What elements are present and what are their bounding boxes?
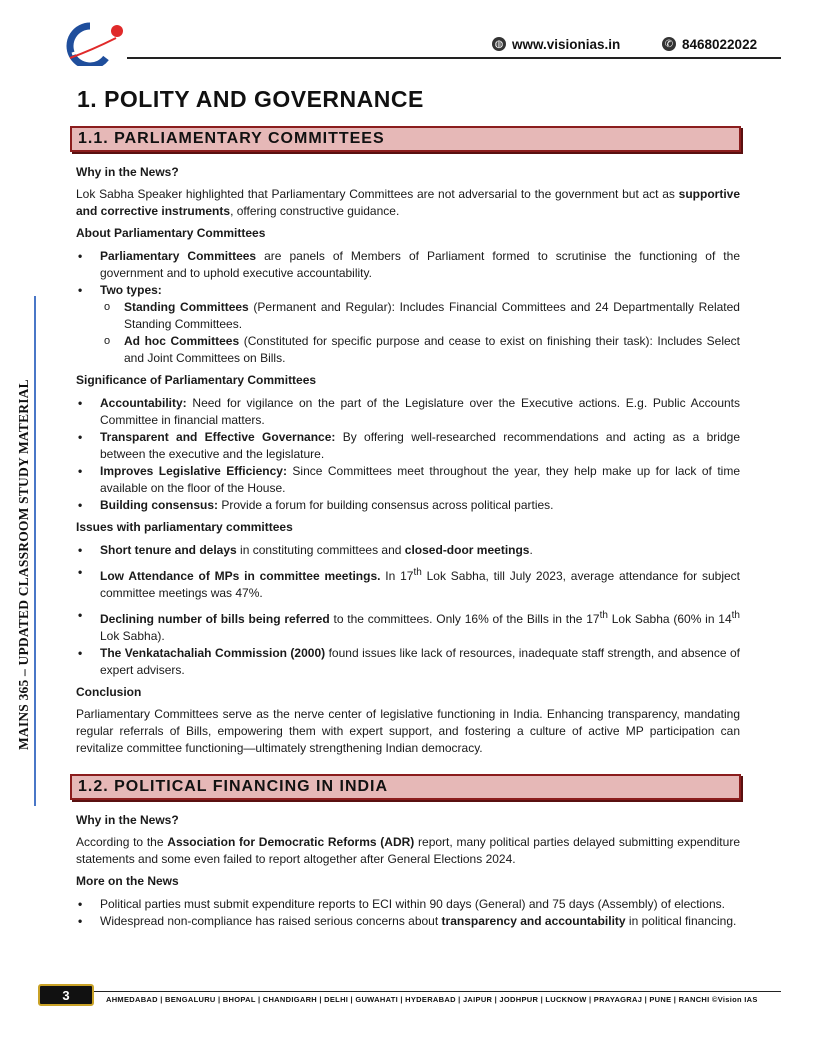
more-on-news-list	[76, 896, 740, 930]
list-item: • Declining number of bills being referred to the committees. Only 16% of the Bills in the 17th Lok Sabha (60% in 14th Lok Sabha).	[76, 607, 740, 645]
list-item: • Low Attendance of MPs in committee meetings. In 17th Lok Sabha, till July 2023, average attendance for subject committee meetings was 47%.	[76, 564, 740, 602]
list-item: • Accountability: Need for vigilance on the part of the Legislature over the Executive actions. E.g. Public Accounts Committee in financial matters.	[76, 395, 740, 429]
issues-list	[76, 542, 740, 679]
list-item: • Parliamentary Committees are panels of Members of Parliament formed to scrutinise the functioning of the government and to uphold executive accountability.	[76, 248, 740, 282]
list-item: o Standing Committees (Permanent and Regular): Includes Financial Committees and 24 Departmentally Related Standing Committees.	[100, 299, 740, 333]
section-heading-parliamentary-committees	[70, 126, 741, 152]
why-in-news-text: Lok Sabha Speaker highlighted that Parliamentary Committees are not adversarial to the government but act as supportive and corrective instruments, offering constructive guidance.	[76, 187, 740, 218]
issues-label: Issues with parliamentary committees	[76, 520, 293, 534]
section-heading-political-financing	[70, 774, 741, 800]
significance-list	[76, 395, 740, 514]
page-title: 1. POLITY AND GOVERNANCE	[77, 86, 424, 112]
list-item: • Transparent and Effective Governance: By offering well-researched recommendations and acting as a bridge between the executive and the legislature.	[76, 429, 740, 463]
phone-text: 8468022022	[682, 36, 758, 52]
types-list	[76, 299, 740, 367]
section1-body	[76, 164, 740, 757]
website-contact[interactable]	[492, 35, 620, 53]
why-in-news-label: Why in the News?	[76, 813, 179, 827]
list-item: • Improves Legislative Efficiency: Since Committees meet throughout the year, they help make up for lack of time available on the floor of the House.	[76, 463, 740, 497]
conclusion-text: Parliamentary Committees serve as the nerve center of legislative functioning in India. Enhancing transparency, mandating regular referrals of Bills, empowering them with expert support, and fostering a culture of active MP participation can revitalize committee functioning—ultimately strengthening Indian democracy.	[76, 707, 740, 755]
header-divider	[127, 57, 781, 59]
why-in-news-text: According to the Association for Democratic Reforms (ADR) report, many political parties delayed submitting expenditure statements and some even failed to report altogether after General Elections 2024.	[76, 835, 740, 866]
list-item: • Widespread non-compliance has raised serious concerns about transparency and accountability in political financing.	[76, 913, 740, 930]
list-item: • Short tenure and delays in constituting committees and closed-door meetings.	[76, 542, 740, 559]
section2-body	[76, 812, 740, 930]
phone-icon: ✆	[662, 37, 676, 51]
footer-divider	[38, 991, 781, 992]
significance-label: Significance of Parliamentary Committees	[76, 373, 317, 387]
globe-icon: ◍	[492, 37, 506, 51]
why-in-news-label: Why in the News?	[76, 165, 179, 179]
conclusion-label: Conclusion	[76, 685, 142, 699]
vision-ias-logo	[62, 20, 124, 66]
more-on-news-label: More on the News	[76, 874, 179, 888]
website-text: www.visionias.in	[512, 36, 621, 52]
list-item: • The Venkatachaliah Commission (2000) found issues like lack of resources, inadequate staff strength, and absence of expert advisers.	[76, 645, 740, 679]
about-list	[76, 248, 740, 299]
list-item: • Two types:	[76, 282, 740, 299]
footer-cities: AHMEDABAD | BENGALURU | BHOPAL | CHANDIGARH | DELHI | GUWAHATI | HYDERABAD | JAIPUR | JODHPUR | LUCKNOW | PRAYAGRAJ | PUNE | RANCHI ©Vision IAS	[106, 995, 758, 1004]
about-label: About Parliamentary Committees	[76, 226, 266, 240]
page-number: 3	[38, 984, 94, 1006]
section-heading-text: 1.2. POLITICAL FINANCING IN INDIA	[78, 778, 389, 795]
sidebar-label: MAINS 365 – UPDATED CLASSROOM STUDY MATERIAL	[16, 379, 31, 750]
list-item: • Political parties must submit expenditure reports to ECI within 90 days (General) and 75 days (Assembly) of elections.	[76, 896, 740, 913]
list-item: • Building consensus: Provide a forum for building consensus across political parties.	[76, 497, 740, 514]
section-heading-text: 1.1. PARLIAMENTARY COMMITTEES	[78, 130, 385, 147]
sidebar-line	[34, 296, 36, 806]
list-item: o Ad hoc Committees (Constituted for specific purpose and cease to exist on finishing their task): Includes Select and Joint Committees on Bills.	[100, 333, 740, 367]
phone-contact[interactable]	[662, 35, 757, 53]
